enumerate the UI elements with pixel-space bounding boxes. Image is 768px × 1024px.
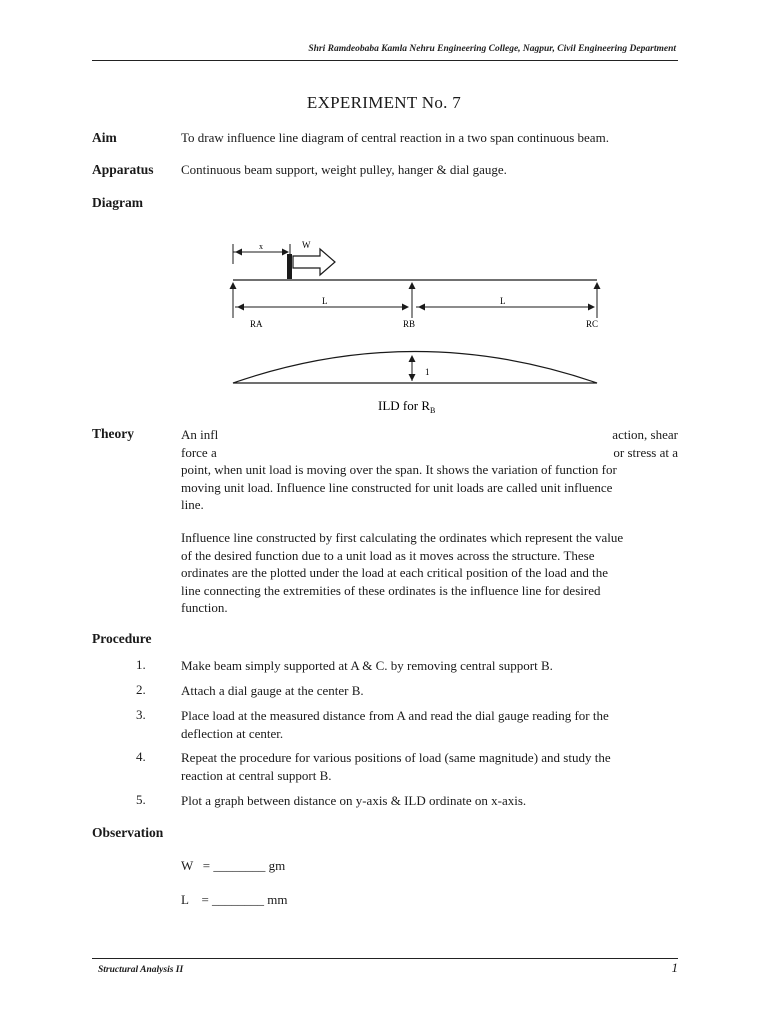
- apparatus-label: Apparatus: [92, 162, 154, 177]
- load-arrow-icon: [293, 249, 335, 275]
- step-number: 1.: [136, 657, 146, 672]
- theory-paragraph-1: An infl action, shear force a or stress at a point, when unit load is moving over the span. It shows the variation of function for moving unit load. Influence line constructed for unit loads are called unit influence line.: [181, 427, 678, 512]
- procedure-step: Place load at the measured distance from A and read the dial gauge reading for the deflection at center.: [181, 708, 609, 741]
- step-number: 4.: [136, 749, 146, 764]
- ordinate-label: 1: [425, 367, 430, 377]
- load-hanger: [287, 240, 335, 279]
- beam-diagram: [0, 0, 768, 420]
- observation-label: Observation: [92, 825, 164, 840]
- step-number: 5.: [136, 792, 146, 807]
- step-number: 2.: [136, 682, 146, 697]
- procedure-step: Make beam simply supported at A & C. by removing central support B.: [181, 658, 553, 673]
- load-label: W: [302, 240, 311, 250]
- reaction-a-label: RA: [250, 319, 263, 329]
- observation-w-field: W = ________ gm: [181, 858, 286, 873]
- procedure-label: Procedure: [92, 631, 152, 646]
- x-dimension: [233, 242, 290, 264]
- procedure-step: Repeat the procedure for various positions of load (same magnitude) and study the reaction at central support B.: [181, 750, 611, 783]
- span-right-label: L: [500, 296, 506, 306]
- reaction-c-label: RC: [586, 319, 599, 329]
- page-title: EXPERIMENT No. 7: [306, 93, 462, 112]
- procedure-step: Attach a dial gauge at the center B.: [181, 683, 364, 698]
- support-reactions: [233, 283, 597, 318]
- x-label: x: [259, 242, 263, 251]
- procedure-step: Plot a graph between distance on y-axis & ILD ordinate on x-axis.: [181, 793, 527, 808]
- diagram-label: Diagram: [92, 195, 143, 210]
- footer-divider: [92, 958, 678, 959]
- ild-caption: ILD for $R_B$: [378, 398, 436, 415]
- page-number: 1: [671, 960, 678, 975]
- aim-text: To draw influence line diagram of central reaction in a two span continuous beam.: [181, 130, 609, 145]
- step-number: 3.: [136, 707, 146, 722]
- footer-course: Structural Analysis II: [98, 965, 184, 975]
- theory-label: Theory: [92, 426, 134, 441]
- observation-l-field: L = ________ mm: [181, 892, 288, 907]
- span-dimensions: [235, 296, 594, 307]
- span-left-label: L: [322, 296, 328, 306]
- aim-label: Aim: [92, 130, 117, 145]
- apparatus-text: Continuous beam support, weight pulley, hanger & dial gauge.: [181, 162, 507, 177]
- reaction-b-label: RB: [403, 319, 416, 329]
- header-institution: Shri Ramdeobaba Kamla Nehru Engineering College, Nagpur, Civil Engineering Department: [308, 44, 676, 54]
- theory-paragraph-2: Influence line constructed by first calculating the ordinates which represent the value of the desired function due to a unit load as it moves across the structure. These ordinates are the plotted under the load at each critical position of the load and the line connecting the extremities of these ordinates is the influence line for desired function.: [181, 530, 624, 615]
- ild-curve: [233, 352, 597, 384]
